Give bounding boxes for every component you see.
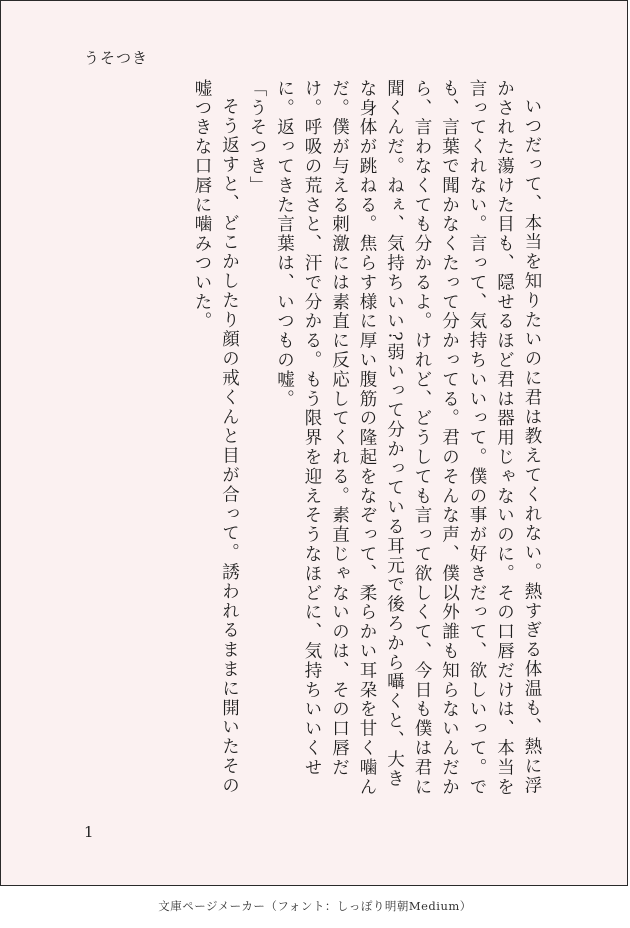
running-header-title: うそつき [84, 49, 149, 67]
page-number: 1 [84, 823, 94, 841]
paragraph-1: いつだって、本当を知りたいのに君は教えてくれない。熱すぎる体温も、熱に浮かされた蕩けた目も、隠せるほど君は器用じゃないのに。その口唇だけは、本当を言ってくれない。言って、気持ちいいって。僕の事が好きだって、欲しいって。でも、言葉で聞かなくたって分かってる。君のそんな声、僕以外誰も知らないんだから、言わなくても分かるよ。けれど、どうしても言って欲しくて、今日も僕は君に聞くんだ。ねぇ、気持ちいい?弱いって分かっている耳元で後ろから囁くと、大きな身体が跳ねる。焦らす様に厚い腹筋の隆起をなぞって、柔らかい耳朶を甘く噛んだ。僕が与える刺激には素直に反応してくれる。素直じゃないのは、その口唇だけ。呼吸の荒さと、汗で分かる。もう限界を迎えそうなほどに、気持ちいいくせに。返ってきた言葉は、いつもの嘘。 [274, 79, 542, 797]
paragraph-2-dialogue: 「うそつき」 [247, 79, 267, 196]
footer-credit: 文庫ページメーカー（フォント：しっぽり明朝Medium） [158, 899, 472, 913]
body-text [75, 79, 545, 803]
paragraph-3: そう返すと、どこかしたり顔の戒くんと目が合って。誘われるままに開いたその嘘つきな口唇に噛みついた。 [192, 79, 240, 795]
